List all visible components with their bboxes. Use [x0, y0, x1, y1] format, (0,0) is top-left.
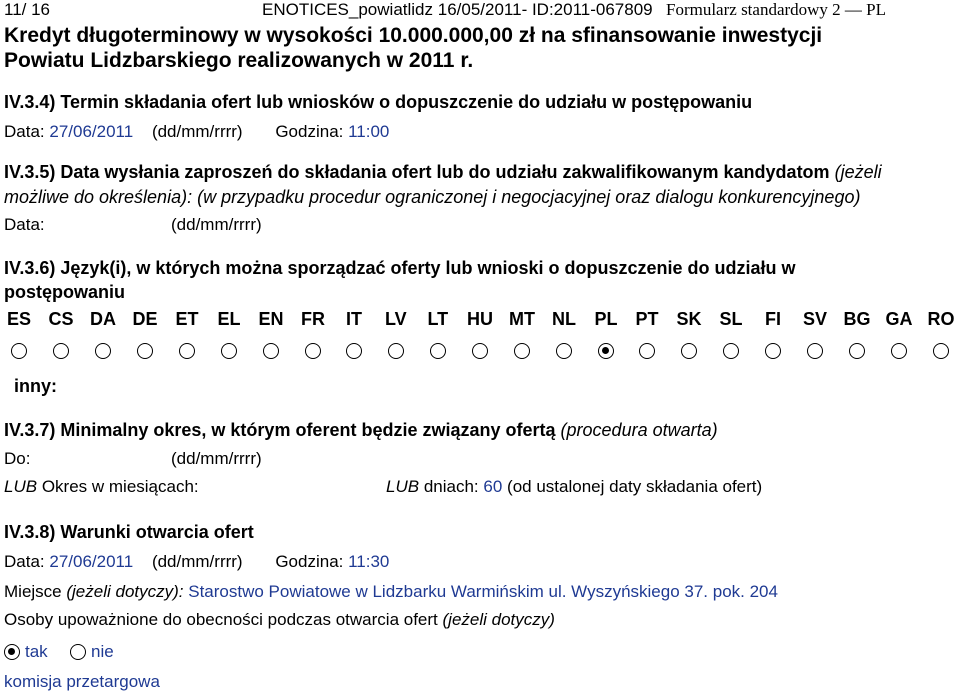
section-heading-iv36: IV.3.6) Język(i), w których można sporządzać oferty lub wnioski o dopuszczenie do udziału w [4, 258, 796, 278]
language-label-pt: PT [635, 309, 659, 329]
deadline-time: 11:00 [348, 122, 390, 141]
days-value: 60 [483, 477, 503, 496]
language-radio-cs[interactable] [53, 343, 69, 359]
months-row: LUB Okres w miesiącach: [4, 477, 199, 496]
language-radio-de[interactable] [137, 343, 153, 359]
language-label-el: EL [217, 309, 241, 329]
invite-date-format: (dd/mm/rrrr) [171, 215, 262, 234]
radio-yes[interactable] [4, 644, 20, 660]
language-label-nl: NL [552, 309, 576, 329]
language-label-sk: SK [676, 309, 702, 329]
section-heading-iv35: IV.3.5) Data wysłania zaproszeń do składania ofert lub do udziału zakwalifikowanym kandydatom (jeżeli [4, 162, 882, 182]
other-language-label: inny: [14, 376, 57, 396]
iv35-line2: możliwe do określenia): (w przypadku procedur ograniczonej i negocjacyjnej oraz dialogu konkurencyjnego) [4, 187, 861, 207]
opening-row: Data: 27/06/2011 (dd/mm/rrrr) Godzina: 11:30 [4, 552, 390, 571]
section-heading-iv34: IV.3.4) Termin składania ofert lub wniosków o dopuszczenie do udziału w postępowaniu [4, 92, 753, 112]
days-row: LUB dniach: 60 (od ustalonej daty składania ofert) [386, 477, 763, 496]
language-radio-pt[interactable] [639, 343, 655, 359]
language-radio-fr[interactable] [305, 343, 321, 359]
language-label-mt: MT [509, 309, 535, 329]
language-radio-sv[interactable] [807, 343, 823, 359]
language-label-sv: SV [803, 309, 828, 329]
language-radio-it[interactable] [346, 343, 362, 359]
language-label-pl: PL [594, 309, 618, 329]
language-radio-fi[interactable] [765, 343, 781, 359]
radio-yes-label: tak [25, 642, 48, 661]
committee-value: komisja przetargowa [4, 672, 160, 691]
language-radio-sk[interactable] [681, 343, 697, 359]
radio-no[interactable] [70, 644, 86, 660]
language-radio-da[interactable] [95, 343, 111, 359]
language-label-et: ET [175, 309, 199, 329]
language-radio-nl[interactable] [556, 343, 572, 359]
language-label-ro: RO [927, 309, 955, 329]
language-label-es: ES [7, 309, 32, 329]
language-radio-en[interactable] [263, 343, 279, 359]
form-type: Formularz standardowy 2 — PL [666, 0, 887, 19]
deadline-row: Data: 27/06/2011 (dd/mm/rrrr) Godzina: 11:00 [4, 122, 390, 141]
section-heading-iv37: IV.3.7) Minimalny okres, w którym oferent będzie związany ofertą (procedura otwarta) [4, 420, 718, 440]
deadline-date: 27/06/2011 [49, 122, 134, 141]
language-radio-es[interactable] [11, 343, 27, 359]
language-radio-el[interactable] [221, 343, 237, 359]
radio-no-label: nie [91, 642, 114, 661]
language-radio-lt[interactable] [430, 343, 446, 359]
language-radio-ro[interactable] [933, 343, 949, 359]
do-label: Do: [4, 449, 31, 468]
section-heading-iv38: IV.3.8) Warunki otwarcia ofert [4, 522, 254, 542]
language-label-ga: GA [885, 309, 913, 329]
language-label-en: EN [258, 309, 284, 329]
language-radio-et[interactable] [179, 343, 195, 359]
place-row: Miejsce (jeżeli dotyczy): Starostwo Powiatowe w Lidzbarku Warmińskim ul. Wyszyńskiego 37. pok. 204 [4, 582, 778, 601]
language-label-fi: FI [765, 309, 781, 329]
language-radio-bg[interactable] [849, 343, 865, 359]
language-label-cs: CS [48, 309, 74, 329]
language-radio-ga[interactable] [891, 343, 907, 359]
language-label-lt: LT [427, 309, 449, 329]
place-value: Starostwo Powiatowe w Lidzbarku Warmińskim ul. Wyszyńskiego 37. pok. 204 [188, 582, 778, 601]
do-format: (dd/mm/rrrr) [171, 449, 262, 468]
language-radio-mt[interactable] [514, 343, 530, 359]
language-radio-lv[interactable] [388, 343, 404, 359]
title-line-1: Kredyt długoterminowy w wysokości 10.000.000,00 zł na sfinansowanie inwestycji [4, 24, 823, 47]
language-label-de: DE [132, 309, 158, 329]
iv36-line2: postępowaniu [4, 282, 125, 302]
opening-time: 11:30 [348, 552, 390, 571]
language-radio-pl[interactable] [598, 343, 614, 359]
title-line-2: Powiatu Lidzbarskiego realizowanych w 2011 r. [4, 49, 474, 72]
invite-date-label: Data: [4, 215, 45, 234]
language-label-sl: SL [719, 309, 743, 329]
language-label-bg: BG [843, 309, 871, 329]
language-radio-hu[interactable] [472, 343, 488, 359]
opening-date: 27/06/2011 [49, 552, 134, 571]
language-label-it: IT [346, 309, 362, 329]
page-number: 11/ 16 [4, 0, 51, 19]
doc-id: ENOTICES_powiatlidz 16/05/2011- ID:2011-067809 [262, 0, 653, 19]
language-radio-sl[interactable] [723, 343, 739, 359]
language-label-hu: HU [467, 309, 493, 329]
persons-row: Osoby upoważnione do obecności podczas otwarcia ofert (jeżeli dotyczy) [4, 610, 555, 629]
language-label-fr: FR [301, 309, 325, 329]
language-label-lv: LV [385, 309, 407, 329]
language-label-da: DA [90, 309, 116, 329]
